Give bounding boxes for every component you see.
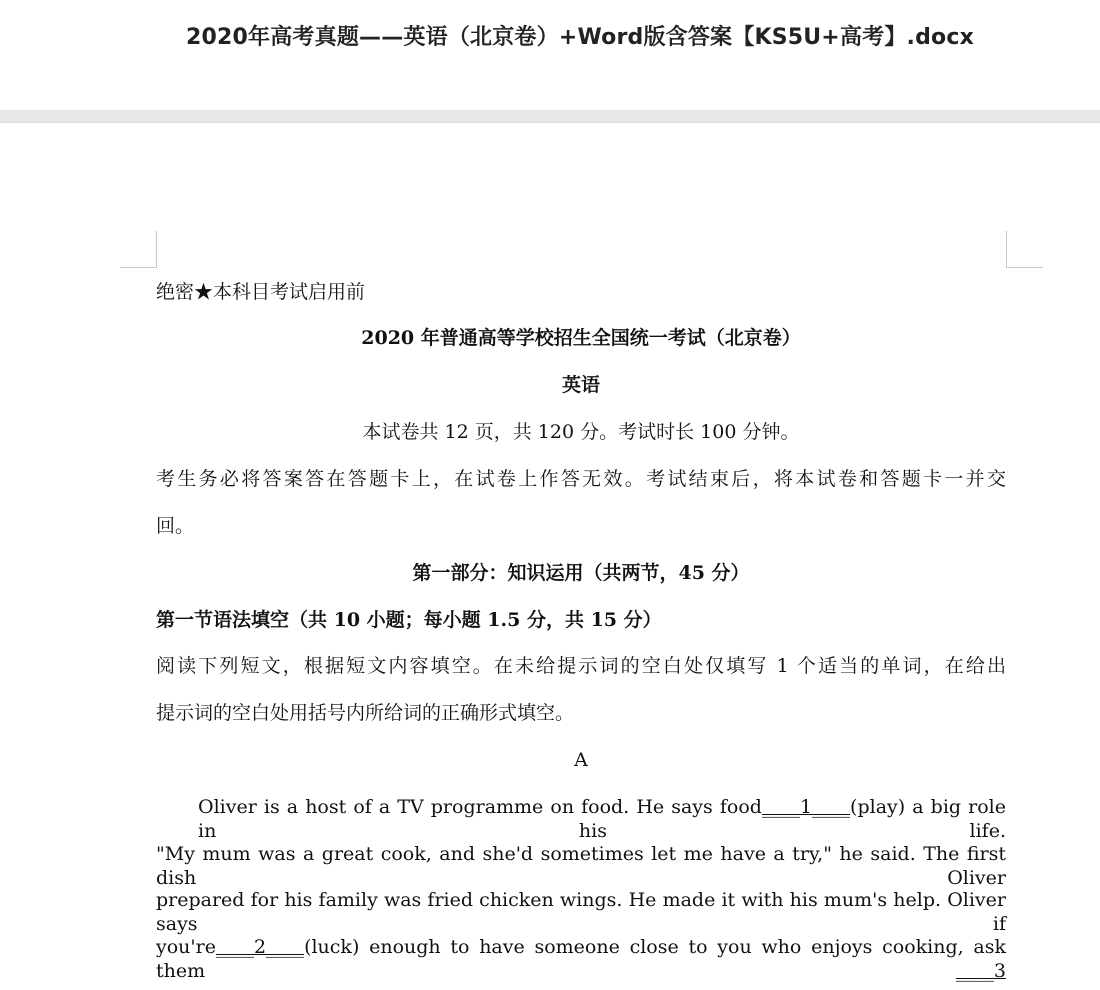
toolbar-separator <box>0 110 1100 123</box>
exam-info: 本试卷共 12 页，共 120 分。考试时长 100 分钟。 <box>362 421 800 443</box>
passage-text: you're <box>156 936 216 958</box>
passage-line-1 <box>156 795 1006 842</box>
document-title: 2020年高考真题——英语（北京卷）+Word版含答案【KS5U+高考】.docx <box>185 25 974 50</box>
notice-line-1: 考生务必将答案答在答题卡上，在试卷上作答无效。考试结束后，将本试卷和答题卡一并交 <box>156 468 1006 490</box>
instruction-line-2: 提示词的空白处用括号内所给词的正确形式填空。 <box>156 702 575 724</box>
instruction-line-1: 阅读下列短文，根据短文内容填空。在未给提示词的空白处仅填写 1 个适当的单词，在给出 <box>156 655 1006 677</box>
notice-line-2: 回。 <box>156 515 195 537</box>
blank-2: ____2____ <box>215 936 305 958</box>
blank-3: ____3 <box>955 960 1006 982</box>
blank-1: ____1____ <box>761 796 851 818</box>
part-heading: 第一部分：知识运用（共两节，45 分） <box>412 562 750 584</box>
passage-label: A <box>574 749 588 771</box>
passage-line-3: prepared for his family was fried chicken wings. He made it with his mum's help. Oliver says if <box>156 889 1006 935</box>
secret-line: 绝密★本科目考试启用前 <box>156 281 366 303</box>
margin-mark-right <box>1006 231 1043 268</box>
subject-heading: 英语 <box>561 374 600 396</box>
exam-title: 2020 年普通高等学校招生全国统一考试（北京卷） <box>361 327 801 349</box>
passage-text: (play) a big role in his life. <box>198 796 1006 842</box>
passage-text: Oliver is a host of a TV programme on food. He says food <box>198 796 762 818</box>
passage-line-4 <box>156 935 1006 982</box>
passage-text: (luck) enough to have someone close to you who enjoys cooking, ask them <box>156 936 1006 982</box>
margin-mark-left <box>120 231 157 268</box>
section-heading: 第一节语法填空（共 10 小题；每小题 1.5 分，共 15 分） <box>156 609 662 631</box>
title-bar <box>0 0 1100 110</box>
passage-line-2: "My mum was a great cook, and she'd sometimes let me have a try," he said. The first dish Oliver <box>156 843 1006 889</box>
